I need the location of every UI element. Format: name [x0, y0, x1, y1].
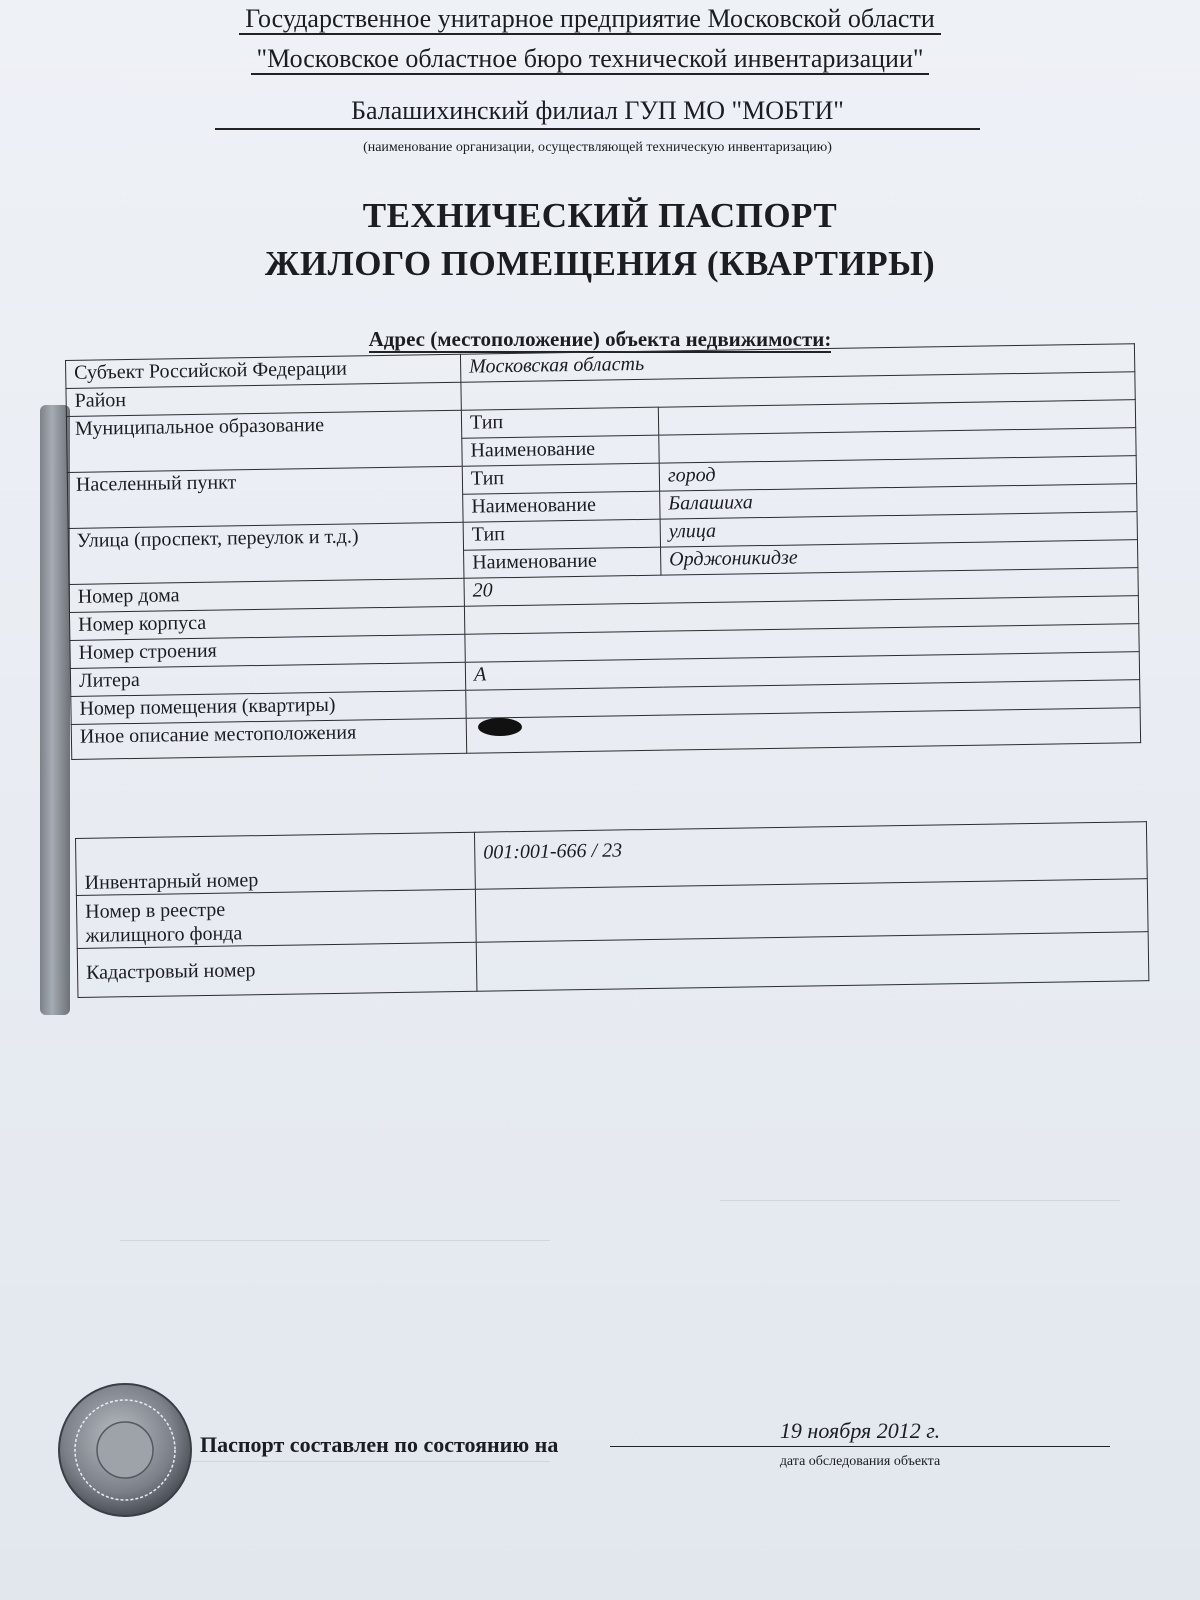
apartment-label: Номер помещения (квартиры) — [71, 690, 466, 724]
building-label: Номер корпуса — [69, 606, 464, 640]
address-table — [65, 343, 1141, 760]
passport-date-value: 19 ноября 2012 г. — [610, 1418, 1110, 1447]
settlement-type-label: Тип — [462, 463, 659, 494]
municipal-type-label: Тип — [461, 407, 658, 438]
branch-note: (наименование организации, осуществляющей техническую инвентаризацию) — [363, 140, 832, 155]
litera-label: Литера — [70, 662, 465, 696]
document-title-line1: ТЕХНИЧЕСКИЙ ПАСПОРТ — [362, 196, 838, 235]
bleed-through-area — [720, 1200, 1120, 1401]
litera-value: А — [465, 652, 1139, 691]
document-title-line2: ЖИЛОГО ПОМЕЩЕНИЯ (КВАРТИРЫ) — [264, 244, 936, 283]
seal-stamp-icon — [55, 1380, 195, 1520]
other-location-label: Иное описание местоположения — [71, 718, 467, 759]
subject-value: Московская область — [460, 344, 1134, 383]
redaction-mark — [478, 718, 522, 736]
org-name-line1: Государственное унитарное предприятие Московской области — [150, 4, 1030, 34]
settlement-name-value: Балашиха — [660, 484, 1137, 519]
inventory-number-label: Инвентарный номер — [76, 832, 476, 895]
settlement-type-value: город — [659, 456, 1136, 491]
inventory-table — [75, 821, 1149, 998]
survey-date-note: дата обследования объекта — [779, 1454, 941, 1469]
street-type-value: улица — [660, 512, 1137, 547]
municipal-name-label: Наименование — [462, 435, 659, 466]
settlement-label: Населенный пункт — [67, 466, 463, 528]
binder-clip — [40, 405, 70, 1015]
house-value: 20 — [464, 568, 1138, 607]
inventory-number-value: 001:001-666 / 23 — [474, 822, 1147, 890]
structure-label: Номер строения — [70, 634, 465, 668]
district-label: Район — [66, 382, 461, 416]
street-name-label: Наименование — [464, 547, 661, 578]
registry-label — [76, 889, 476, 948]
registry-label-line1: Номер в реестре — [84, 898, 226, 923]
street-name-value: Орджоникидзе — [661, 540, 1138, 575]
street-type-label: Тип — [463, 519, 660, 550]
street-label: Улица (проспект, переулок и т.д.) — [68, 522, 464, 584]
house-label: Номер дома — [69, 578, 464, 612]
settlement-name-label: Наименование — [463, 491, 660, 522]
branch-name: Балашихинский филиал ГУП МО "МОБТИ" — [215, 96, 980, 130]
cadastral-value — [476, 932, 1149, 992]
address-heading: Адрес (местоположение) объекта недвижимости: — [368, 327, 832, 351]
municipal-label: Муниципальное образование — [66, 410, 462, 472]
passport-date-label: Паспорт составлен по состоянию на — [200, 1432, 559, 1457]
registry-label-line2: жилищного фонда — [85, 922, 243, 947]
subject-label: Субъект Российской Федерации — [66, 354, 461, 388]
org-name-line2: "Московское областное бюро технической инвентаризации" — [150, 44, 1030, 74]
cadastral-label: Кадастровый номер — [77, 942, 477, 997]
